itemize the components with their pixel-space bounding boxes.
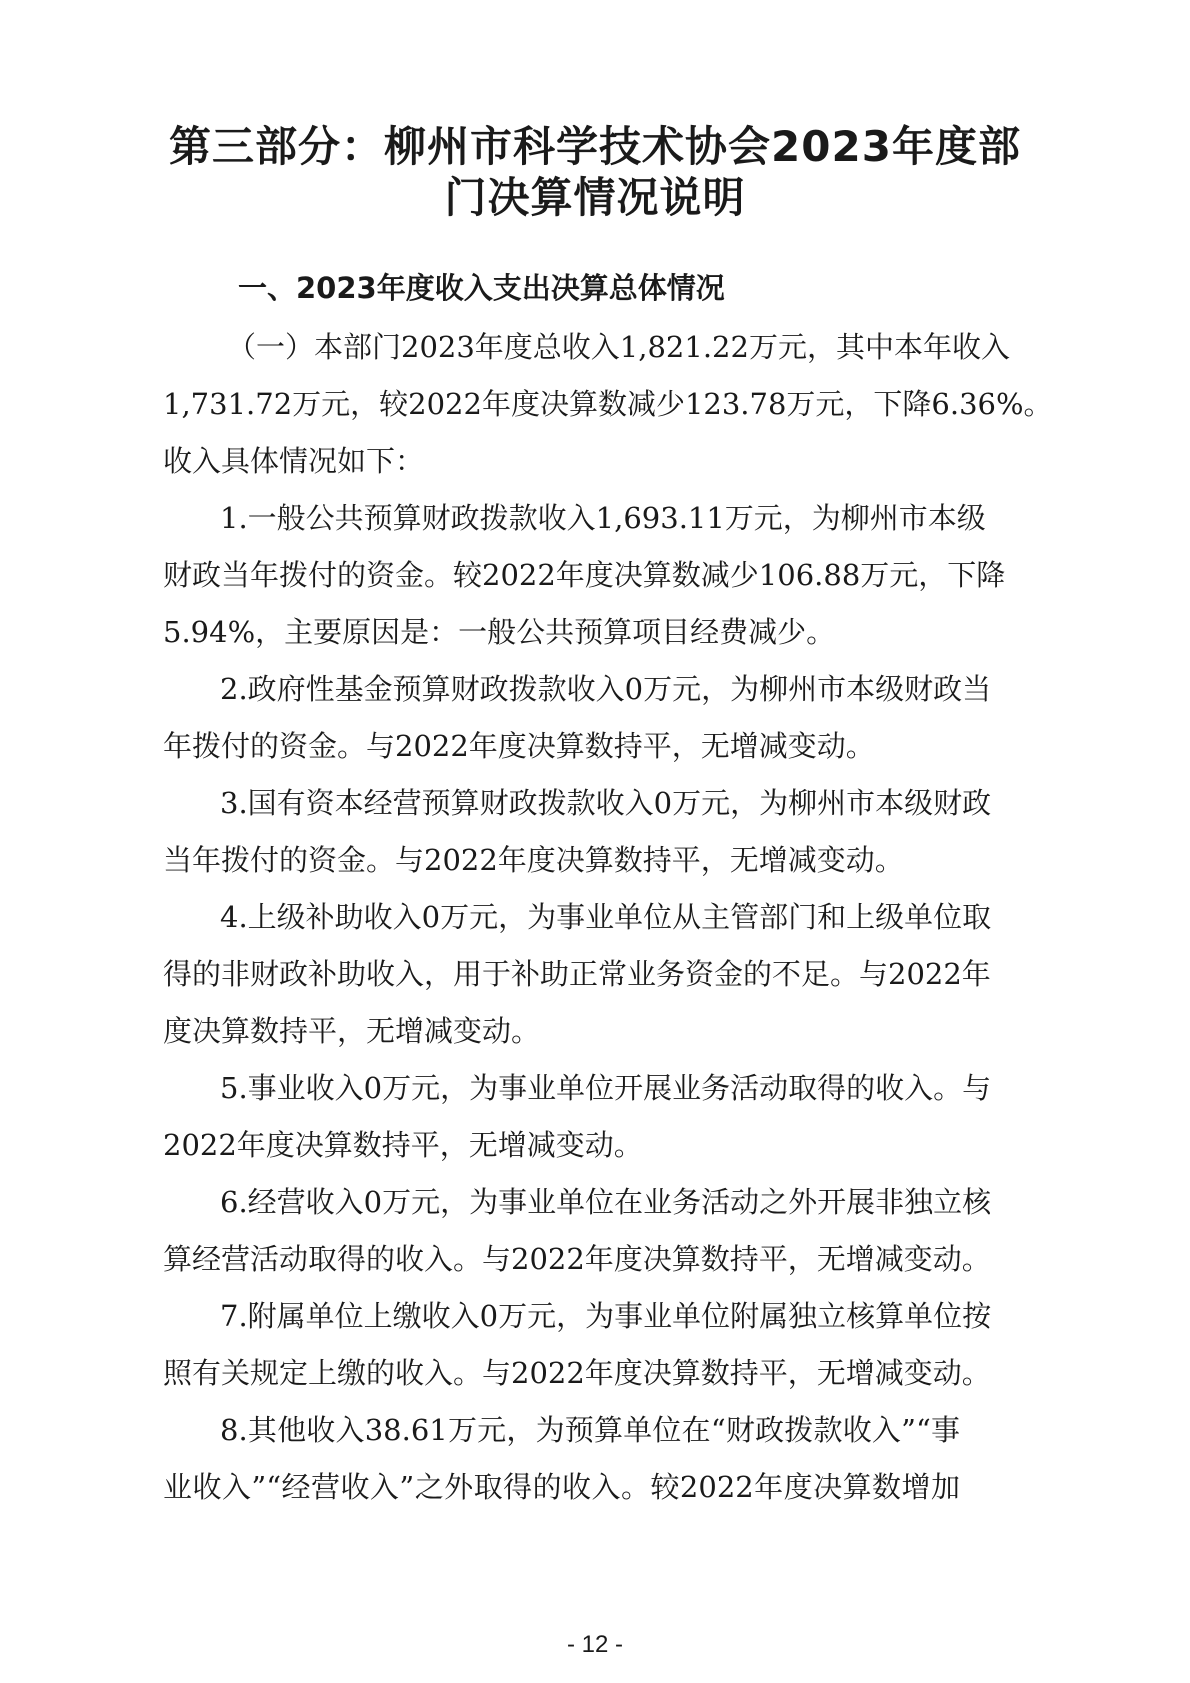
item-1-line-2: 财政当年拨付的资金。较2022年度决算数减少106.88万元，下降: [163, 558, 1006, 592]
item-5-line-2: 2022年度决算数持平，无增减变动。: [163, 1128, 643, 1162]
item-7-line-1: 7.附属单位上缴收入0万元，为事业单位附属独立核算单位按: [220, 1299, 992, 1333]
item-1-line-3: 5.94%，主要原因是：一般公共预算项目经费减少。: [163, 615, 836, 649]
paragraph-1-line-1: （一）本部门2023年度总收入1,821.22万元，其中本年收入: [227, 330, 1010, 364]
item-8-line-2: 业收入”“经营收入”之外取得的收入。较2022年度决算数增加: [163, 1470, 960, 1504]
page-number: - 12 -: [566, 1631, 623, 1658]
item-6-line-1: 6.经营收入0万元，为事业单位在业务活动之外开展非独立核: [220, 1185, 992, 1219]
document-title-line-1: 第三部分：柳州市科学技术协会2023年度部: [169, 122, 1021, 171]
item-4-line-3: 度决算数持平，无增减变动。: [163, 1014, 541, 1048]
section-heading: 一、2023年度收入支出决算总体情况: [238, 271, 725, 305]
item-4-line-1: 4.上级补助收入0万元，为事业单位从主管部门和上级单位取: [220, 900, 992, 934]
item-5-line-1: 5.事业收入0万元，为事业单位开展业务活动取得的收入。与: [220, 1071, 992, 1105]
item-8-line-1: 8.其他收入38.61万元，为预算单位在“财政拨款收入”“事: [220, 1413, 960, 1447]
item-6-line-2: 算经营活动取得的收入。与2022年度决算数持平，无增减变动。: [163, 1242, 991, 1276]
item-3-line-1: 3.国有资本经营预算财政拨款收入0万元，为柳州市本级财政: [220, 786, 992, 820]
paragraph-1-line-3: 收入具体情况如下：: [163, 444, 425, 478]
item-4-line-2: 得的非财政补助收入，用于补助正常业务资金的不足。与2022年: [163, 957, 991, 991]
document-title-line-2: 门决算情况说明: [444, 173, 746, 222]
item-7-line-2: 照有关规定上缴的收入。与2022年度决算数持平，无增减变动。: [163, 1356, 991, 1390]
item-3-line-2: 当年拨付的资金。与2022年度决算数持平，无增减变动。: [163, 843, 904, 877]
item-1-line-1: 1.一般公共预算财政拨款收入1,693.11万元，为柳州市本级: [220, 501, 986, 535]
item-2-line-2: 年拨付的资金。与2022年度决算数持平，无增减变动。: [163, 729, 875, 763]
item-2-line-1: 2.政府性基金预算财政拨款收入0万元，为柳州市本级财政当: [220, 672, 992, 706]
paragraph-1-line-2: 1,731.72万元，较2022年度决算数减少123.78万元，下降6.36%。: [163, 387, 1053, 421]
